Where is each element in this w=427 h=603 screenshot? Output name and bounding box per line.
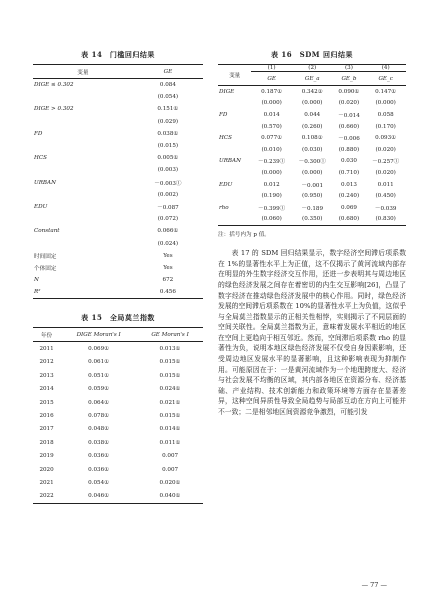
- table14-label: URBAN: [34, 179, 56, 186]
- table15-dige: 0.046①: [88, 493, 110, 500]
- table14-value: 672: [162, 277, 174, 284]
- table15-dige: 0.048①: [88, 426, 110, 433]
- table15-dige: 0.038①: [88, 439, 110, 446]
- table14-value: (0.072): [157, 216, 179, 223]
- table16-header-num: (1): [267, 65, 276, 71]
- table16-value: (0.660): [338, 123, 360, 130]
- table14-label: [33, 116, 133, 128]
- table16-value: (0.570): [261, 123, 282, 130]
- table15-dige: 0.054①: [88, 479, 110, 486]
- table14-value: (0.015): [157, 143, 179, 150]
- table15-dige: 0.064①: [88, 399, 110, 406]
- table16-value: 0.013: [340, 181, 357, 188]
- table14-body: [33, 79, 203, 299]
- table16-value: －0.257①: [372, 159, 400, 166]
- table16-value: (0.950): [302, 193, 323, 200]
- table15-caption: 表 15 全局莫兰指数: [81, 313, 155, 323]
- table14-value: 0.038①: [157, 130, 179, 137]
- table15-ge: 0.013①: [159, 346, 181, 353]
- table14: [33, 64, 203, 299]
- table14-value: Yes: [163, 264, 173, 271]
- table14-value: (0.003): [157, 167, 179, 174]
- table-row: [33, 436, 203, 449]
- table16-value: 0.014: [263, 111, 280, 118]
- table-row: [33, 189, 203, 201]
- table-row: [218, 121, 406, 133]
- table16-value: 0.187①: [261, 88, 283, 95]
- table-row: [218, 190, 406, 202]
- table15-year: 2017: [39, 426, 54, 433]
- table-row: [33, 476, 203, 489]
- table14-value: 0.151①: [157, 106, 179, 113]
- table15-ge: 0.015①: [159, 413, 181, 420]
- table15-year: 2012: [39, 359, 54, 366]
- table-row: [33, 423, 203, 436]
- table15-dige: 0.059①: [88, 386, 110, 393]
- table-row: [33, 164, 203, 176]
- table-row: [33, 274, 203, 286]
- table14-value: 0.084: [159, 82, 176, 89]
- table16-value: (0.020): [375, 169, 396, 176]
- table16-value: (0.060): [261, 216, 282, 223]
- table16-value: 0.093①: [375, 135, 397, 142]
- table16-value: －0.006: [338, 136, 360, 143]
- table15-ge: 0.015①: [159, 359, 181, 366]
- table14-value: (0.002): [157, 191, 179, 198]
- table-row: [33, 177, 203, 189]
- left-column: [33, 50, 203, 504]
- table16-label: [218, 190, 251, 202]
- table-row: [33, 213, 203, 225]
- table16-value: (0.680): [338, 216, 360, 223]
- table-row: [33, 79, 203, 92]
- table16-value: －0.189: [301, 205, 324, 212]
- table16-value: 0.044: [304, 111, 321, 118]
- table15-ge: 0.011①: [159, 439, 181, 446]
- table14-label: [33, 189, 133, 201]
- table16-label: [218, 121, 251, 133]
- table14-value: (0.054): [157, 94, 179, 101]
- table-row: [33, 91, 203, 103]
- table14-label: [33, 237, 133, 249]
- table16-value: 0.108①: [301, 135, 323, 142]
- table16-label: EDU: [219, 181, 233, 188]
- table16-value: (0.020): [375, 146, 396, 153]
- table-row: [33, 342, 203, 356]
- table15: [33, 327, 203, 504]
- table-row: [33, 250, 203, 262]
- table-row: [33, 128, 203, 140]
- table-row: [33, 140, 203, 152]
- table16-label: [218, 167, 251, 179]
- table16-caption: 表 16 SDM 回归结果: [271, 50, 353, 59]
- table16: [218, 64, 406, 226]
- table15-year: 2015: [39, 399, 54, 406]
- table16-value: (0.170): [375, 123, 396, 130]
- table15-ge: 0.040①: [159, 493, 181, 500]
- table-row: [33, 383, 203, 396]
- table-row: [33, 116, 203, 128]
- table14-label: EDU: [34, 203, 48, 210]
- table14-label: FD: [34, 130, 43, 137]
- table16-label: HCS: [219, 135, 232, 142]
- table15-year: 2022: [39, 493, 54, 500]
- table15-ge: 0.021①: [159, 399, 181, 406]
- body-paragraph: 表 17 的 SDM 回归结果显示，数字经济空间滞后项系数在 1%的显著性水平上为正值，这不仅揭示了黄河流域内部存在明显的外生数字经济交互作用，还进一步表明其与周边地区的绿色经济发展之间存在着密切的内生交互影响[26]，凸显了数字经济在推动绿色经济发展中的核心作用。同时，绿色经济发展的空间滞后项系数在 10%的显著性水平上为负值，这似乎与全局莫兰指数显示的正相关性相悖，实则揭示了不同层面的空间关联性。全局莫兰指数为正，意味着发展水平相近的地区在空间上更趋向于相互邻近。然而，空间滞后项系数 rho 的显著性为负，说明本地区绿色经济发展不仅受自身因素影响，还受周边地区发展水平的显著影响，且这种影响表现为抑制作用。可能原因在于：一是黄河流域作为一个地理跨度大、经济与社会发展不均衡的区域，其内部各地区在资源分布、经济基础、产业结构、技术创新能力和政策环境等方面存在显著差异，这种空间异质性导致全局趋势与局部互动在方向上可能并不一致；二是相邻地区间资源竞争激烈，可能引发: [218, 249, 406, 417]
- table14-label: N: [34, 277, 39, 284]
- table14-label: HCS: [34, 155, 47, 162]
- table15-year: 2014: [39, 386, 54, 393]
- table16-value: (0.260): [302, 123, 323, 130]
- table16-value: (0.030): [302, 146, 323, 153]
- table16-header-name: GE_c: [365, 72, 406, 86]
- table16-value: (0.240): [338, 193, 360, 200]
- table16-value: (0.010): [261, 146, 282, 153]
- table15-dige: 0.061①: [88, 359, 110, 366]
- table16-value: (0.880): [338, 146, 360, 153]
- table16-header-variable: 变量: [218, 65, 251, 86]
- table15-ge: 0.007: [162, 466, 179, 473]
- table-row: [33, 103, 203, 115]
- table15-year: 2013: [39, 372, 54, 379]
- table16-value: (0.190): [261, 193, 282, 200]
- table-row: [33, 369, 203, 382]
- table16-value: 0.069: [340, 204, 357, 211]
- table-row: [33, 201, 203, 213]
- table16-value: (0.020): [338, 100, 360, 107]
- table15-header-ge: GE Moran's I: [137, 328, 203, 342]
- table16-value: 0.030: [340, 158, 357, 165]
- table14-value: 0.456: [159, 289, 176, 296]
- table15-dige: 0.036①: [88, 453, 110, 460]
- table14-value: (0.029): [157, 118, 179, 125]
- table15-year: 2018: [39, 439, 54, 446]
- table16-header-num: (3): [344, 65, 353, 71]
- table14-header-variable: 变量: [33, 65, 133, 79]
- table-row: [218, 144, 406, 156]
- table-row: [218, 132, 406, 144]
- table-row: [218, 98, 406, 110]
- table16-value: －0.014: [338, 112, 360, 119]
- table-row: [218, 86, 406, 98]
- table16-value: (0.350): [302, 216, 323, 223]
- table14-value: －0.003①: [154, 180, 182, 187]
- table16-value: (0.710): [338, 169, 360, 176]
- table16-value: (0.000): [261, 100, 282, 107]
- table16-value: 0.077①: [261, 135, 283, 142]
- table14-label: [33, 213, 133, 225]
- table15-body: [33, 342, 203, 504]
- table-row: [218, 179, 406, 191]
- table15-ge: 0.024①: [159, 386, 181, 393]
- table16-value: －0.300①: [298, 159, 326, 166]
- table14-value: Yes: [163, 252, 173, 259]
- table16-header-num: (4): [381, 65, 390, 71]
- page-number: — 77 —: [361, 581, 387, 589]
- table14-header-ge: GE: [133, 65, 203, 79]
- table14-caption: 表 14 门槛回归结果: [81, 50, 155, 59]
- table16-value: 0.058: [377, 111, 394, 118]
- table15-header-year: 年份: [33, 328, 60, 342]
- table16-value: 0.012: [263, 181, 280, 188]
- table16-label: [218, 144, 251, 156]
- table16-value: (0.450): [375, 193, 396, 200]
- table-row: [33, 396, 203, 409]
- table16-value: (0.000): [375, 100, 396, 107]
- table16-label: [218, 98, 251, 110]
- table15-year: 2019: [39, 453, 54, 460]
- table16-value: (0.830): [375, 216, 396, 223]
- table16-value: －0.239①: [258, 159, 286, 166]
- table16-label: rho: [219, 204, 229, 211]
- table-row: [33, 490, 203, 504]
- table14-value: －0.087: [157, 204, 179, 211]
- table-row: [218, 214, 406, 226]
- table15-dige: 0.036①: [88, 466, 110, 473]
- table16-value: －0.039: [374, 205, 397, 212]
- table15-year: 2011: [39, 346, 54, 353]
- table-row: [33, 262, 203, 274]
- table-row: [33, 463, 203, 476]
- table14-label: DIGE > 0.302: [34, 106, 74, 113]
- table16-label: URBAN: [219, 158, 241, 165]
- table16-header-name: GE_a: [292, 72, 333, 86]
- table16-header-num: (2): [308, 65, 317, 71]
- table14-label: 时间固定: [34, 253, 57, 260]
- table-row: [218, 167, 406, 179]
- table14-label: R²: [34, 289, 41, 296]
- table-row: [33, 286, 203, 299]
- table16-label: FD: [219, 111, 228, 118]
- table15-year: 2021: [39, 479, 54, 486]
- table15-ge: 0.007: [162, 453, 179, 460]
- table16-value: 0.011: [377, 181, 394, 188]
- table16-body: [218, 86, 406, 226]
- table16-value: (0.000): [261, 169, 282, 176]
- table16-value: (0.000): [302, 100, 323, 107]
- table15-dige: 0.069①: [88, 346, 110, 353]
- table15-dige: 0.051①: [88, 372, 110, 379]
- table15-ge: 0.015①: [159, 372, 181, 379]
- table-row: [218, 109, 406, 121]
- table-row: [33, 237, 203, 249]
- table16-value: (0.000): [302, 169, 323, 176]
- table-row: [218, 156, 406, 168]
- table-row: [33, 409, 203, 422]
- table-row: [218, 202, 406, 214]
- table15-year: 2020: [39, 466, 54, 473]
- table14-label: DIGE ≤ 0.302: [34, 82, 74, 89]
- table16-value: －0.399①: [258, 205, 286, 212]
- table15-dige: 0.078①: [88, 413, 110, 420]
- table16-value: 0.090①: [338, 88, 360, 95]
- table16-note: 注：括号内为 p 值。: [218, 232, 270, 239]
- table15-ge: 0.020①: [159, 479, 181, 486]
- table14-label: [33, 164, 133, 176]
- table16-value: －0.001: [301, 182, 324, 189]
- table16-label: [218, 214, 251, 226]
- table14-value: (0.024): [157, 240, 179, 247]
- table16-label: DIGE: [219, 88, 235, 95]
- table-row: [33, 356, 203, 369]
- table16-header-name: GE_b: [333, 72, 366, 86]
- table15-ge: 0.014①: [159, 426, 181, 433]
- table16-value: 0.147①: [375, 88, 397, 95]
- table14-label: Constant: [34, 228, 60, 235]
- table-row: [33, 225, 203, 237]
- table14-label: [33, 91, 133, 103]
- table16-value: 0.342①: [301, 88, 323, 95]
- table15-year: 2016: [39, 413, 54, 420]
- right-column: [218, 50, 406, 418]
- table14-label: [33, 140, 133, 152]
- table14-value: 0.066①: [157, 228, 179, 235]
- table16-header-name: GE: [251, 72, 292, 86]
- table-row: [33, 152, 203, 164]
- table-row: [33, 450, 203, 463]
- table14-label: 个体固定: [34, 265, 57, 272]
- table15-header-dige: DIGE Moran's I: [60, 328, 137, 342]
- table14-value: 0.005①: [157, 155, 179, 162]
